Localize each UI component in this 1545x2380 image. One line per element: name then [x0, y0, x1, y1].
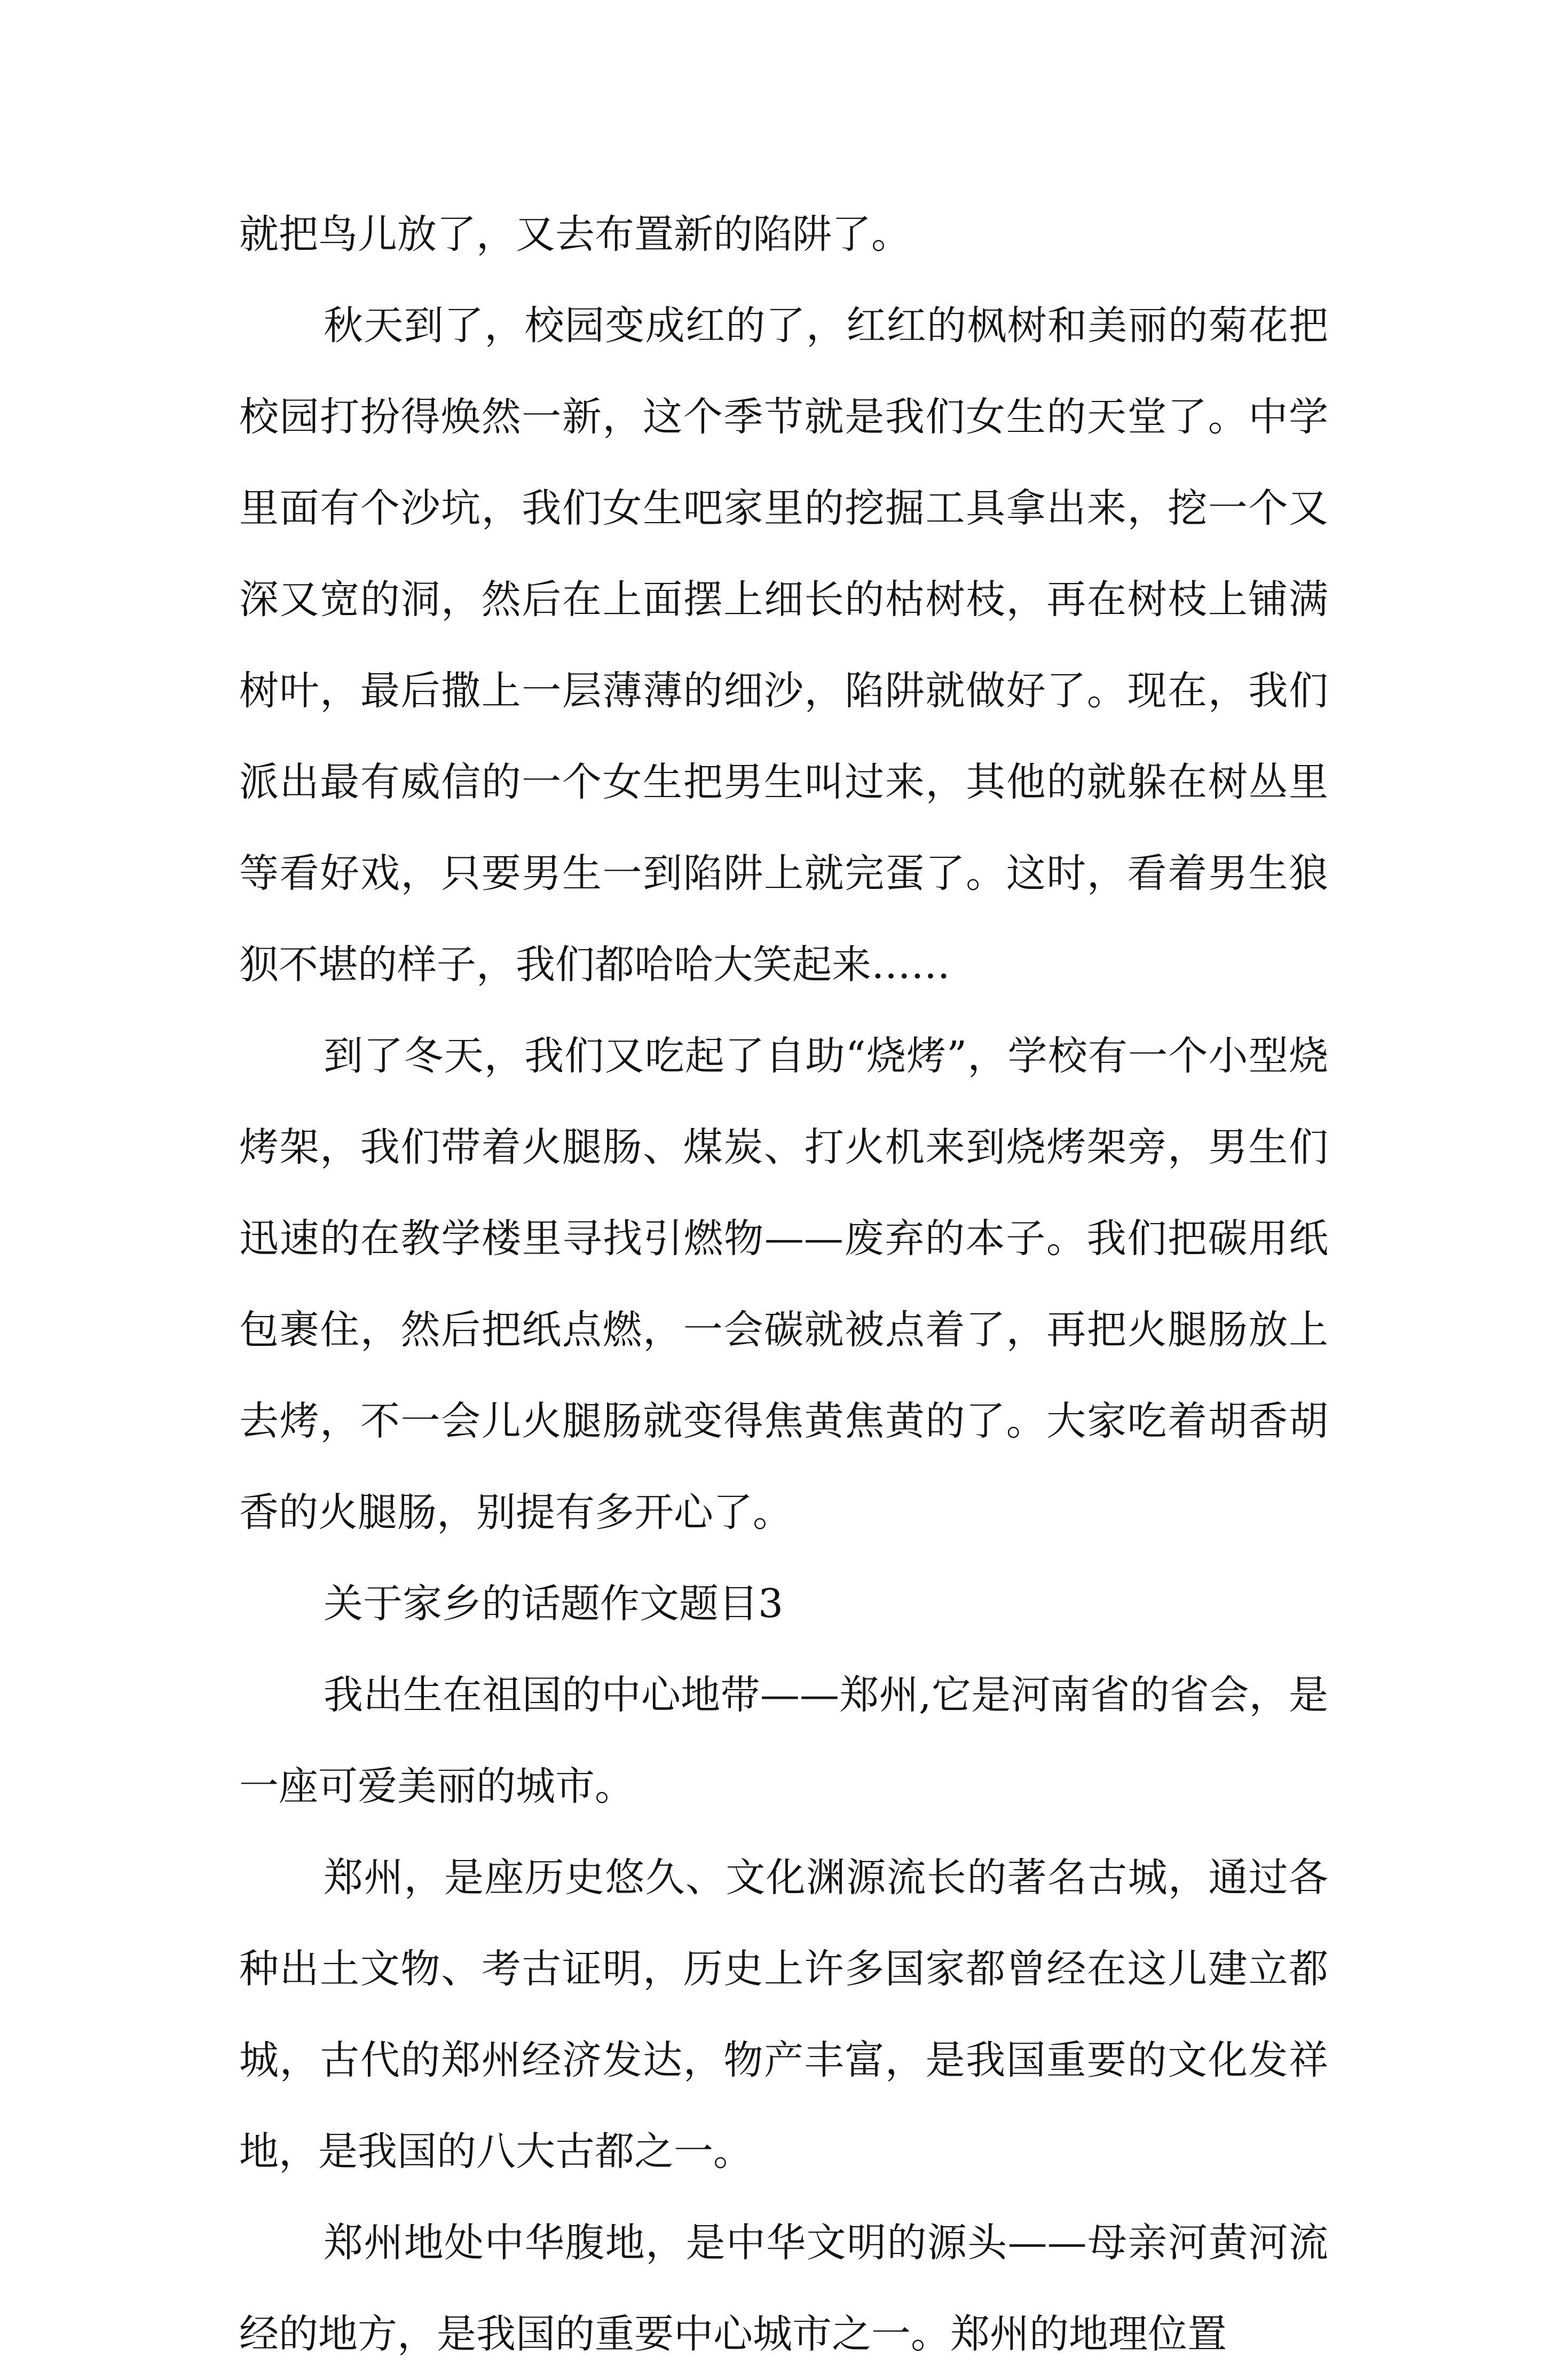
paragraph-continued: 就把鸟儿放了，又去布置新的陷阱了。: [239, 211, 911, 257]
paragraph-autumn: 秋天到了，校园变成红的了，红红的枫树和美丽的菊花把校园打扮得焕然一新，这个季节就是我们女生的天堂了。中学里面有个沙坑，我们女生吧家里的挖掘工具拿出来，挖一个又深又宽的洞，然后在上面摆上细长的枯树枝，再在树枝上铺满树叶，最后撒上一层薄薄的细沙，陷阱就做好了。现在，我们派出最有威信的一个女生把男生叫过来，其他的就躲在树丛里等看好戏，只要男生一到陷阱上就完蛋了。这时，看着男生狼狈不堪的样子，我们都哈哈大笑起来……: [239, 303, 1328, 988]
paragraph-birthplace: 我出生在祖国的中心地带——郑州,它是河南省的省会，是一座可爱美丽的城市。: [239, 1672, 1328, 1809]
paragraph-history: 郑州，是座历史悠久、文化渊源流长的著名古城，通过各种出土文物、考古证明，历史上许多国家都曾经在这儿建立都城，古代的郑州经济发达，物产丰富，是我国重要的文化发祥地，是我国的八大古都之一。: [239, 1855, 1328, 2174]
document-body: [239, 189, 1328, 2380]
section-heading: 关于家乡的话题作文题目3: [324, 1581, 784, 1627]
paragraph-geography: 郑州地处中华腹地，是中华文明的源头——母亲河黄河流经的地方，是我国的重要中心城市之一。郑州的地理位置: [239, 2220, 1328, 2357]
paragraph-winter: 到了冬天，我们又吃起了自助“烧烤”，学校有一个小型烧烤架，我们带着火腿肠、煤炭、打火机来到烧烤架旁，男生们迅速的在教学楼里寻找引燃物——废弃的本子。我们把碳用纸包裹住，然后把纸点燃，一会碳就被点着了，再把火腿肠放上去烤，不一会儿火腿肠就变得焦黄焦黄的了。大家吃着胡香胡香的火腿肠，别提有多开心了。: [239, 1033, 1328, 1535]
